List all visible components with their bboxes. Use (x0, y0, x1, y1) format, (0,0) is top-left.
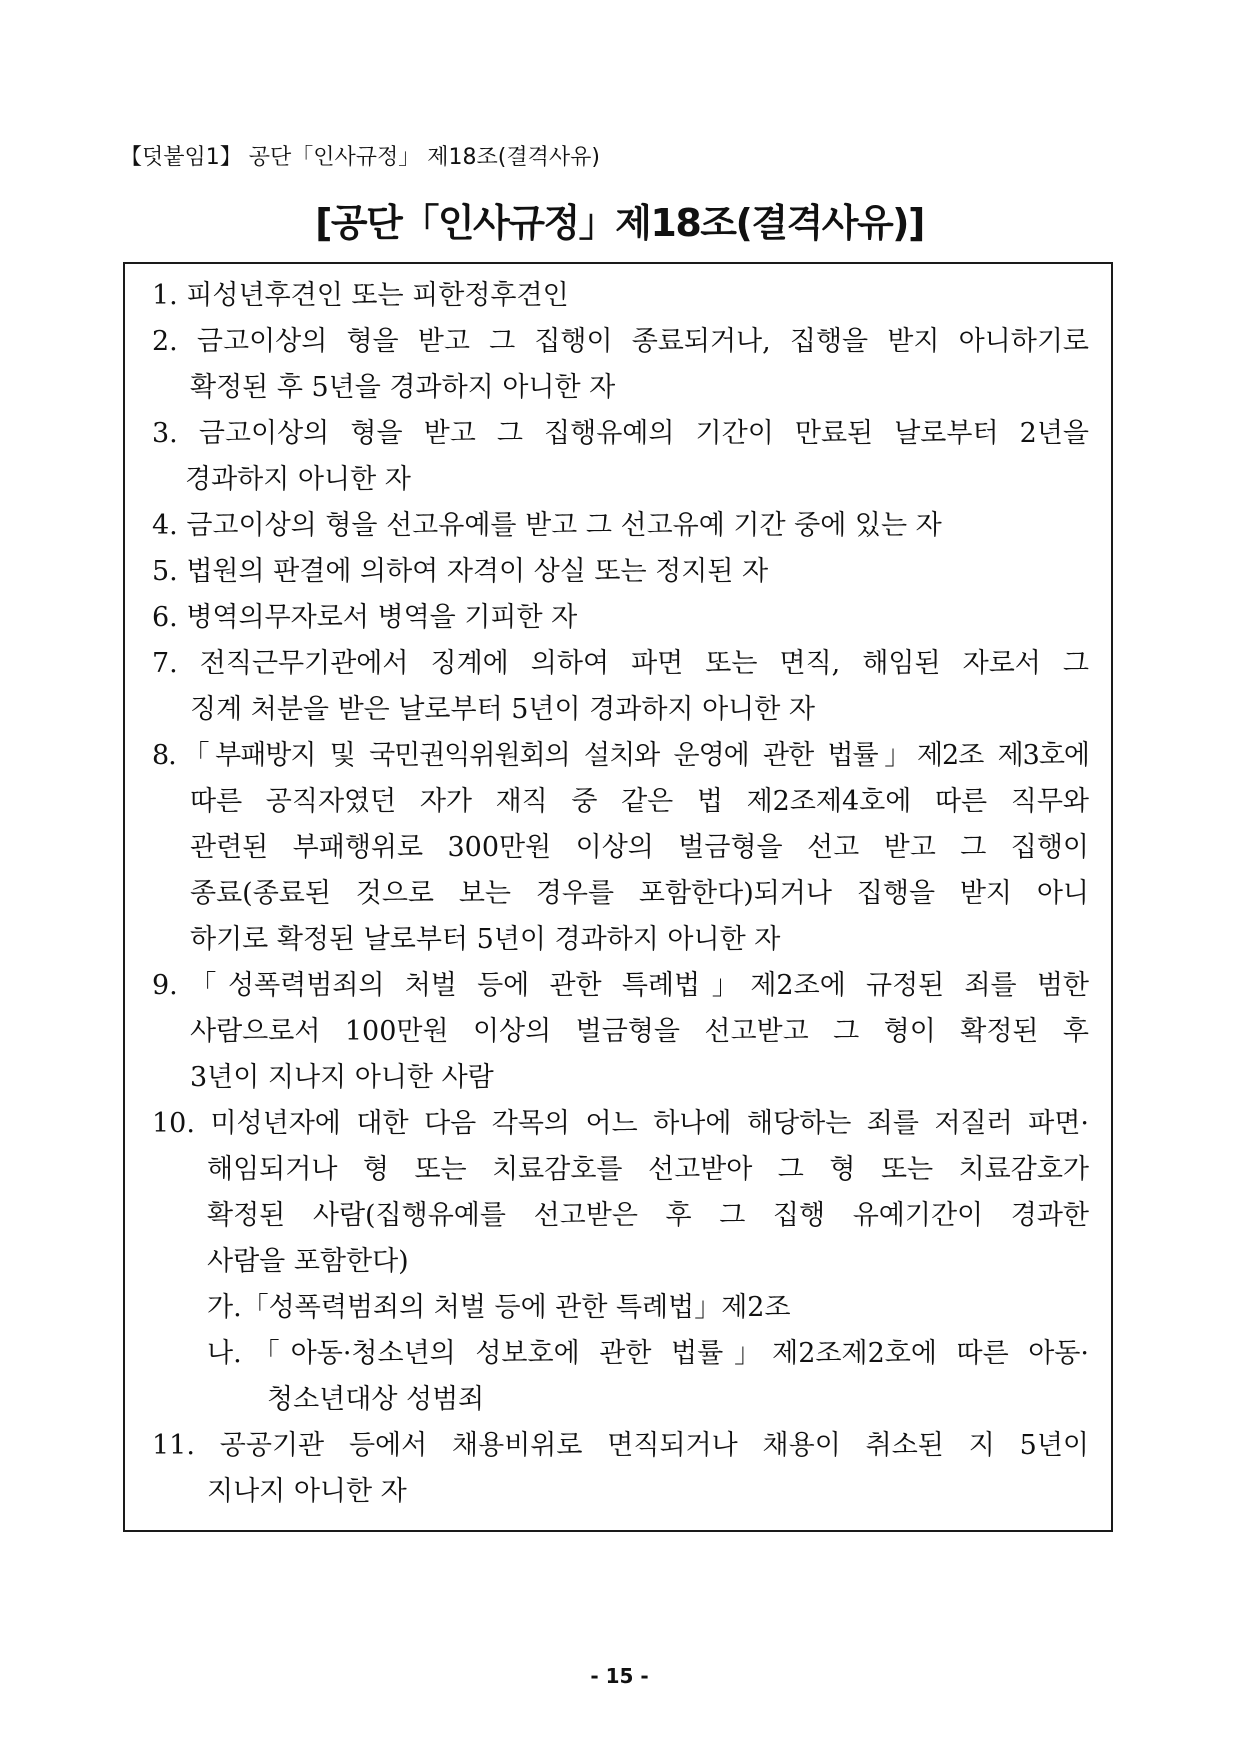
list-item-10-line-2: 해임되거나 형 또는 치료감호를 선고받아 그 형 또는 치료감호가 (207, 1154, 1089, 1185)
list-item-11: 11. 공공기관 등에서 채용비위로 면직되거나 채용이 취소된 지 5년이 (152, 1430, 1089, 1461)
list-item-7-continued: 징계 처분을 받은 날로부터 5년이 경과하지 아니한 자 (190, 694, 815, 725)
disqualification-list-box (123, 262, 1113, 1532)
list-item-8-line-5: 하기로 확정된 날로부터 5년이 경과하지 아니한 자 (190, 924, 781, 955)
list-item-3: 3. 금고이상의 형을 받고 그 집행유예의 기간이 만료된 날로부터 2년을 (152, 418, 1089, 449)
attachment-label: 【덧붙임1】 공단「인사규정」 제18조(결격사유) (120, 145, 600, 170)
sub-item-ga: 가.「성폭력범죄의 처벌 등에 관한 특례법」제2조 (207, 1292, 791, 1323)
list-item-1: 1. 피성년후견인 또는 피한정후견인 (152, 280, 569, 311)
document-title: [공단「인사규정」제18조(결격사유)] (315, 201, 924, 245)
list-item-8-line-3: 관련된 부패행위로 300만원 이상의 벌금형을 선고 받고 그 집행이 (190, 832, 1089, 863)
list-item-11-continued: 지나지 아니한 자 (207, 1476, 407, 1507)
list-item-2-continued: 확정된 후 5년을 경과하지 아니한 자 (190, 372, 616, 403)
list-item-8: 8.「부패방지 및 국민권익위원회의 설치와 운영에 관한 법률」제2조 제3호에 (152, 740, 1089, 771)
list-item-4: 4. 금고이상의 형을 선고유예를 받고 그 선고유예 기간 중에 있는 자 (152, 510, 942, 541)
list-item-6: 6. 병역의무자로서 병역을 기피한 자 (152, 602, 578, 633)
page-number: - 15 - (590, 1664, 649, 1688)
list-item-5: 5. 법원의 판결에 의하여 자격이 상실 또는 정지된 자 (152, 556, 769, 587)
list-item-10: 10. 미성년자에 대한 다음 각목의 어느 하나에 해당하는 죄를 저질러 파면· (152, 1108, 1089, 1139)
list-item-9: 9.「성폭력범죄의 처벌 등에 관한 특례법」제2조에 규정된 죄를 범한 (152, 970, 1089, 1001)
list-item-8-line-4: 종료(종료된 것으로 보는 경우를 포함한다)되거나 집행을 받지 아니 (190, 878, 1089, 909)
list-item-9-line-2: 사람으로서 100만원 이상의 벌금형을 선고받고 그 형이 확정된 후 (190, 1016, 1089, 1047)
list-item-9-line-3: 3년이 지나지 아니한 사람 (190, 1062, 494, 1093)
list-item-7: 7. 전직근무기관에서 징계에 의하여 파면 또는 면직, 해임된 자로서 그 (152, 648, 1089, 679)
list-item-2: 2. 금고이상의 형을 받고 그 집행이 종료되거나, 집행을 받지 아니하기로 (152, 326, 1089, 357)
list-item-10-line-3: 확정된 사람(집행유예를 선고받은 후 그 집행 유예기간이 경과한 (207, 1200, 1089, 1231)
list-item-8-line-2: 따른 공직자였던 자가 재직 중 같은 법 제2조제4호에 따른 직무와 (190, 786, 1089, 817)
list-item-3-continued: 경과하지 아니한 자 (185, 464, 411, 495)
sub-item-na-continued: 청소년대상 성범죄 (267, 1384, 485, 1415)
list-item-10-line-4: 사람을 포함한다) (207, 1246, 409, 1277)
sub-item-na: 나.「아동·청소년의 성보호에 관한 법률」제2조제2호에 따른 아동· (207, 1338, 1089, 1369)
